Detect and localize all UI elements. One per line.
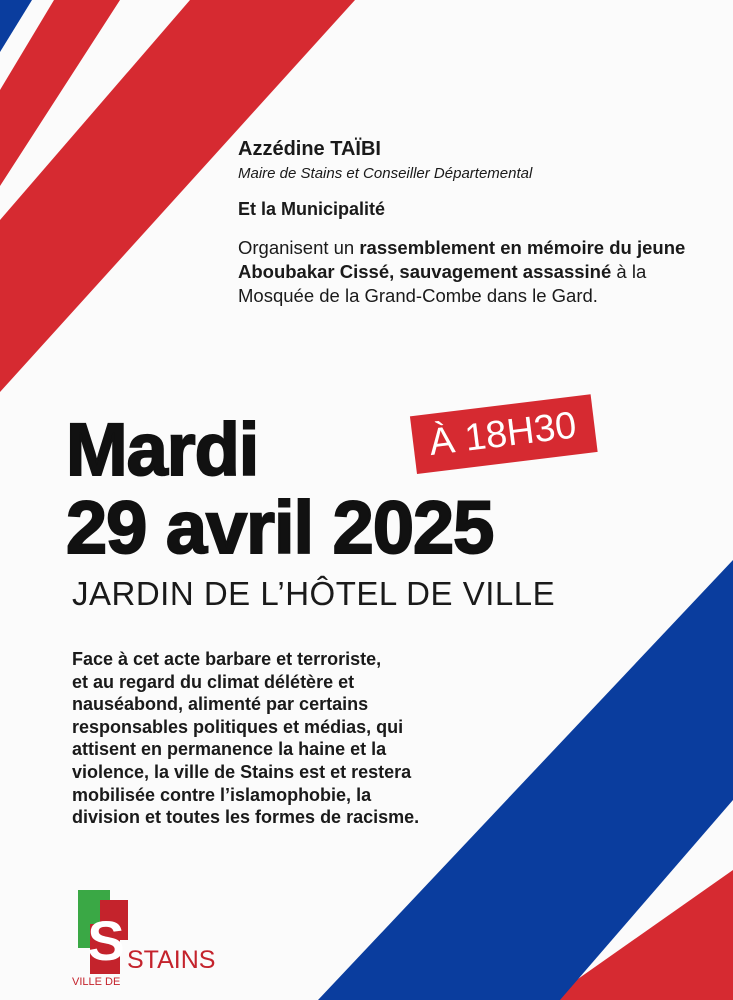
- statement-line: Face à cet acte barbare et terroriste,: [72, 649, 382, 669]
- statement-paragraph: [72, 648, 542, 829]
- statement-line: mobilisée contre l’islamophobie, la: [72, 784, 372, 805]
- announcement-part2: à la Mosquée de la Grand-Combe dans le Gard.: [238, 261, 647, 306]
- logo-town-prefix: VILLE DE: [72, 976, 121, 988]
- announcement-bold: rassemblement en mémoire du jeune Aboubakar Cissé, sauvagement assassiné: [238, 237, 686, 282]
- header-block: [238, 136, 708, 308]
- municipality-label: Et la Municipalité: [238, 199, 386, 219]
- statement-line: division et toutes les formes de racisme.: [72, 807, 420, 828]
- statement-line: et au regard du climat délétère et: [72, 671, 355, 692]
- blue-stripe-top: [0, 0, 32, 52]
- logo-town-name: STAINS: [127, 946, 216, 974]
- event-date: 29 avril 2025: [66, 486, 494, 569]
- statement-line: attisent en permanence la haine et la: [72, 739, 387, 760]
- event-time-badge: À 18H30: [410, 394, 598, 474]
- announcement-part1: Organisent un: [238, 237, 360, 258]
- announcement-text: [238, 236, 708, 308]
- author-name: Azzédine TAÏBI: [238, 138, 381, 160]
- statement-line: violence, la ville de Stains est et restera: [72, 761, 412, 782]
- statement-line: nauséabond, alimenté par certains: [72, 694, 369, 715]
- statement-line: responsables politiques et médias, qui: [72, 716, 404, 737]
- logo-letter: S: [87, 909, 125, 972]
- event-day: Mardi: [66, 408, 259, 491]
- stains-logo: [72, 890, 232, 990]
- event-venue: JARDIN DE L’HÔTEL DE VILLE: [72, 575, 556, 612]
- author-role: Maire de Stains et Conseiller Départemental: [238, 165, 533, 182]
